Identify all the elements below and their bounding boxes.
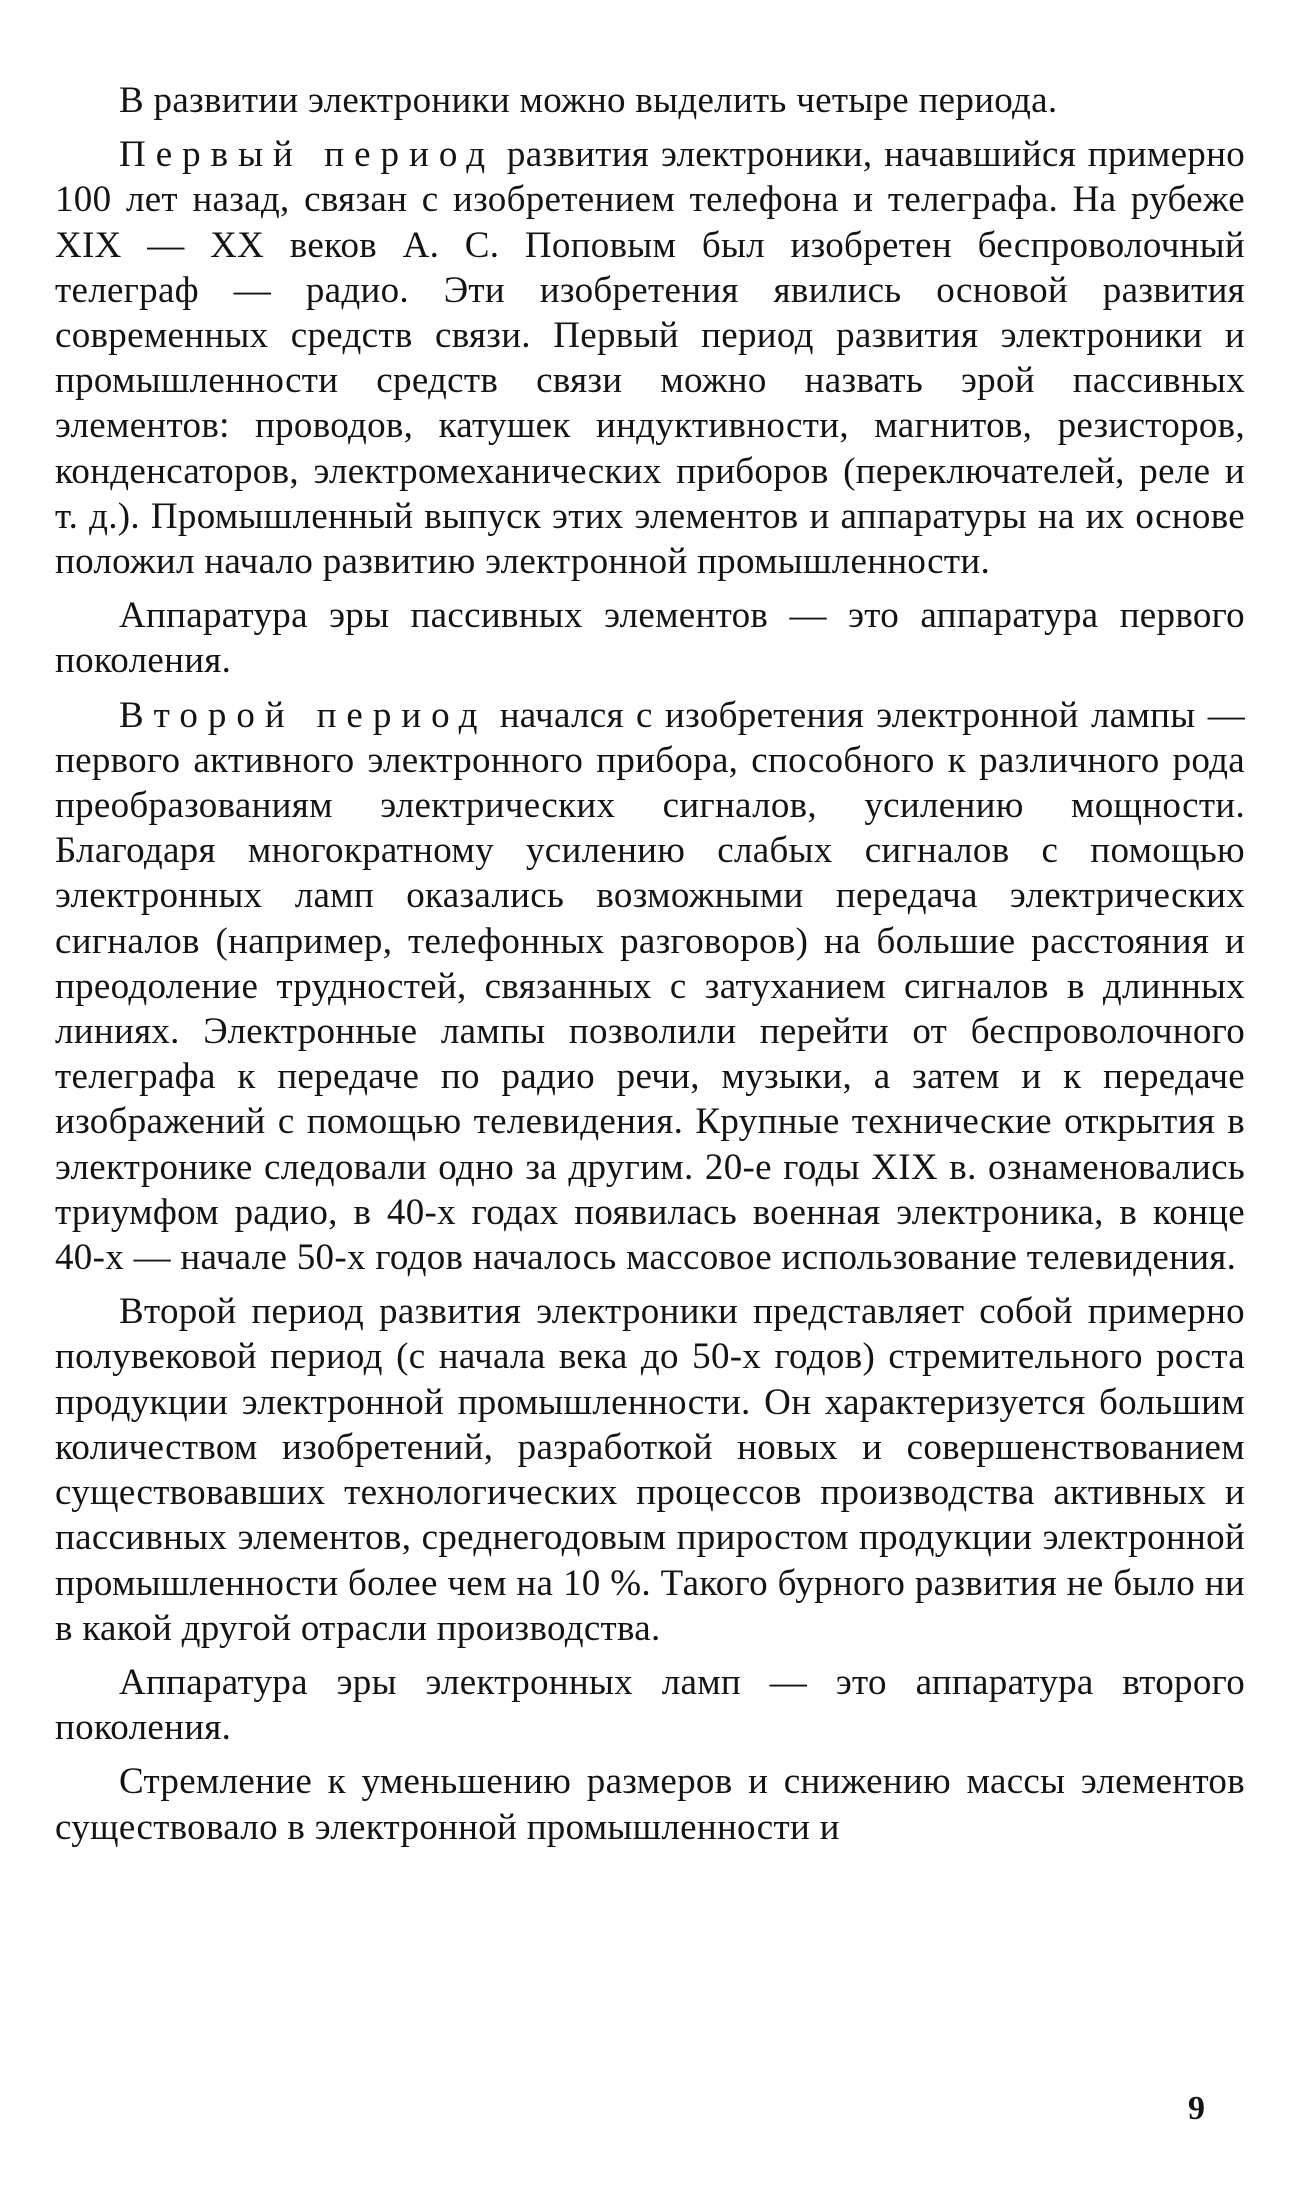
- paragraph-text: начался с изобретения электронной лампы — первого активного электронного прибора, способного к различного рода преобразованиям электрических сигналов, усилению мощности. Благодаря многократному усилению слабых сигналов с помощью электронных ламп оказались возможными передача электрических сигналов (например, телефонных разговоров) на большие расстояния и преодоление трудностей, связанных с затуханием сигналов в длинных линиях. Электронные лампы позволили перейти от беспроволочного телеграфа к передаче по радио речи, музыки, а затем и к передаче изображений с помощью телевидения. Крупные технические открытия в электронике следовали одно за другим. 20-е годы XIX в. ознаменовались триумфом радио, в 40-х годах появилась военная электроника, в конце 40-х — начале 50-х годов началось массовое использование телевидения.: [55, 694, 1245, 1279]
- paragraph-first-period: [55, 132, 1245, 584]
- spaced-lead: Второй период: [119, 694, 488, 736]
- paragraph-first-generation: [55, 593, 1245, 683]
- paragraph-text: Второй период развития электроники представляет собой примерно полувековой период (с начала века до 50-х годов) стремительного роста продукции электронной промышленности. Он характеризуется большим количеством изобретений, разработкой новых и совершенствованием существовавших технологических процессов производства активных и пассивных элементов, среднегодовым приростом продукции электронной промышленности более чем на 10 %. Такого бурного развития не было ни в какой другой отрасли производства.: [55, 1291, 1245, 1649]
- paragraph-text: Аппаратура эры электронных ламп — это аппаратура второго поколения.: [55, 1661, 1245, 1749]
- paragraph-second-generation: [55, 1660, 1245, 1750]
- paragraph-second-period: [55, 693, 1245, 1281]
- page-body: [55, 78, 1245, 1859]
- paragraph-intro: [55, 78, 1245, 123]
- paragraph-text: Стремление к уменьшению размеров и снижению массы элементов существовало в электронной промышленности и: [55, 1761, 1245, 1848]
- paragraph-second-period-growth: [55, 1289, 1245, 1651]
- spaced-lead: Первый период: [119, 134, 496, 176]
- paragraph-text: В развитии электроники можно выделить четыре периода.: [119, 80, 1058, 121]
- paragraph-text: развития электроники, начавшийся примерно 100 лет назад, связан с изобретением телефона и телеграфа. На рубеже XIX — XX веков А. С. Поповым был изобретен беспроволочный телеграф — радио. Эти изобретения явились основой развития современных средств связи. Первый период развития электроники и промышленности средств связи можно назвать эрой пассивных элементов: проводов, катушек индуктивности, магнитов, резисторов, конденсаторов, электромеханических приборов (переключателей, реле и т. д.). Промышленный выпуск этих элементов и аппаратуры на их основе положил начало развитию электронной промышленности.: [55, 134, 1245, 583]
- paragraph-miniaturization: [55, 1759, 1245, 1849]
- paragraph-text: Аппаратура эры пассивных элементов — это аппаратура первого поколения.: [55, 595, 1245, 682]
- page-number: 9: [1188, 2090, 1205, 2127]
